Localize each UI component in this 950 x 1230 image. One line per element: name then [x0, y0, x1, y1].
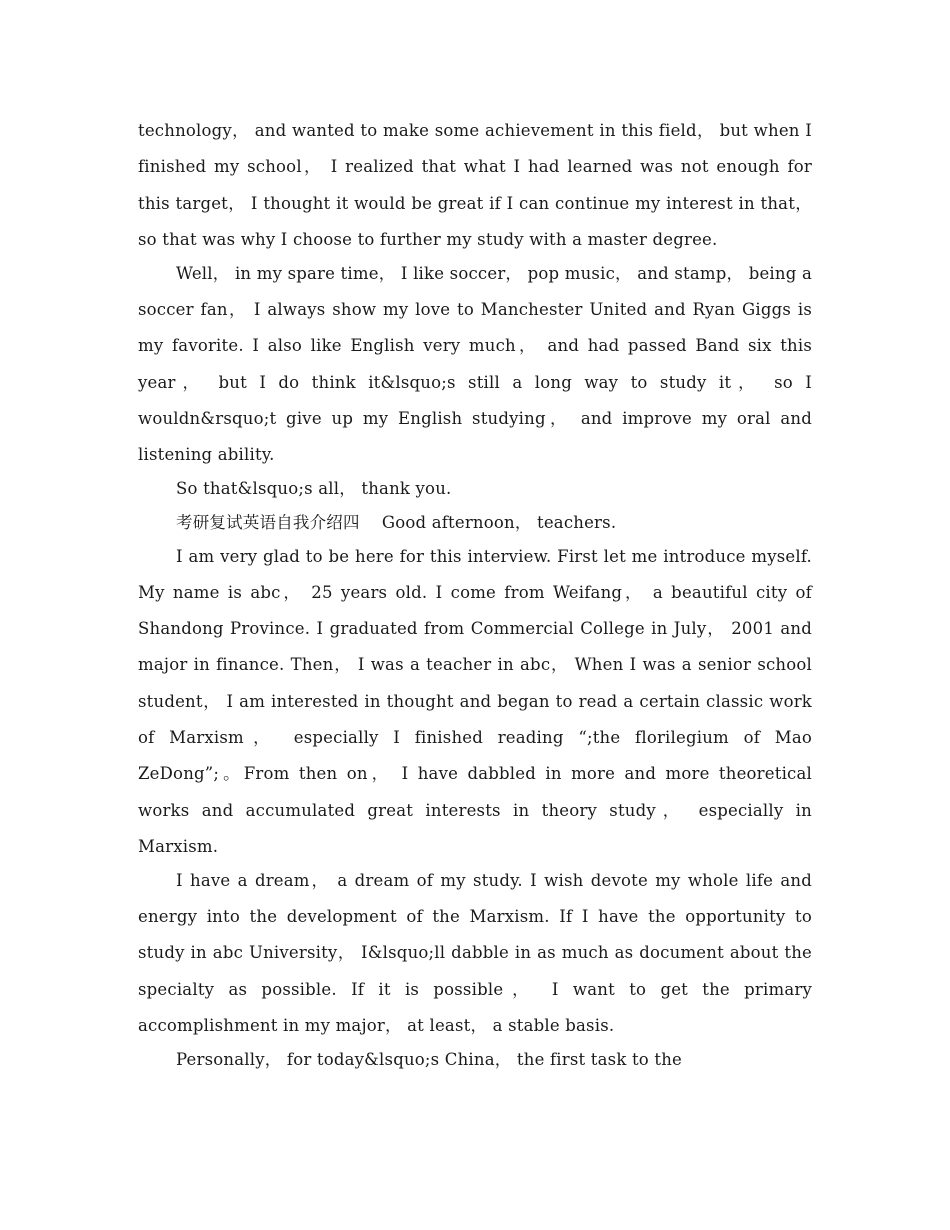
paragraph-closing: So that&lsquo;s all， thank you.	[176, 478, 452, 498]
document-body	[138, 113, 812, 1078]
paragraph-introduction: I am very glad to be here for this interview. First let me introduce myself. My name is abc， 25 years old. I come from Weifang， a beautiful city of Shandong Province. I graduated from Commercial College in July， 2001 and major in finance. Then， I was a teacher in abc， When I was a senior school student， I am interested in thought and began to read a certain classic work of Marxism， especially I finished reading “;the florilegium of Mao ZeDong”;。From then on， I have dabbled in more and more theoretical works and accumulated great interests in theory study， especially in Marxism.	[138, 546, 812, 856]
paragraph-hobbies: Well， in my spare time， I like soccer， pop music， and stamp， being a soccer fan， I always show my love to Manchester United and Ryan Giggs is my favorite. I also like English very much， and had passed Band six this year， but I do think it&lsquo;s still a long way to study it， so I wouldn&rsquo;t give up my English studying， and improve my oral and listening ability.	[138, 263, 812, 465]
section-heading: 考研复试英语自我介绍四 Good afternoon， teachers.	[176, 512, 617, 532]
paragraph-personally: Personally， for today&lsquo;s China， the first task to the	[176, 1049, 683, 1069]
paragraph-continuation: technology， and wanted to make some achievement in this field， but when I finished my school， I realized that what I had learned was not enough for this target， I thought it would be great if I can continue my interest in that， so that was why I choose to further my study with a master degree.	[138, 121, 812, 249]
paragraph-dream: I have a dream， a dream of my study. I wish devote my whole life and energy into the development of the Marxism. If I have the opportunity to study in abc University， I&lsquo;ll dabble in as much as document about the specialty as possible. If it is possible， I want to get the primary accomplishment in my major， at least， a stable basis.	[138, 870, 812, 1035]
